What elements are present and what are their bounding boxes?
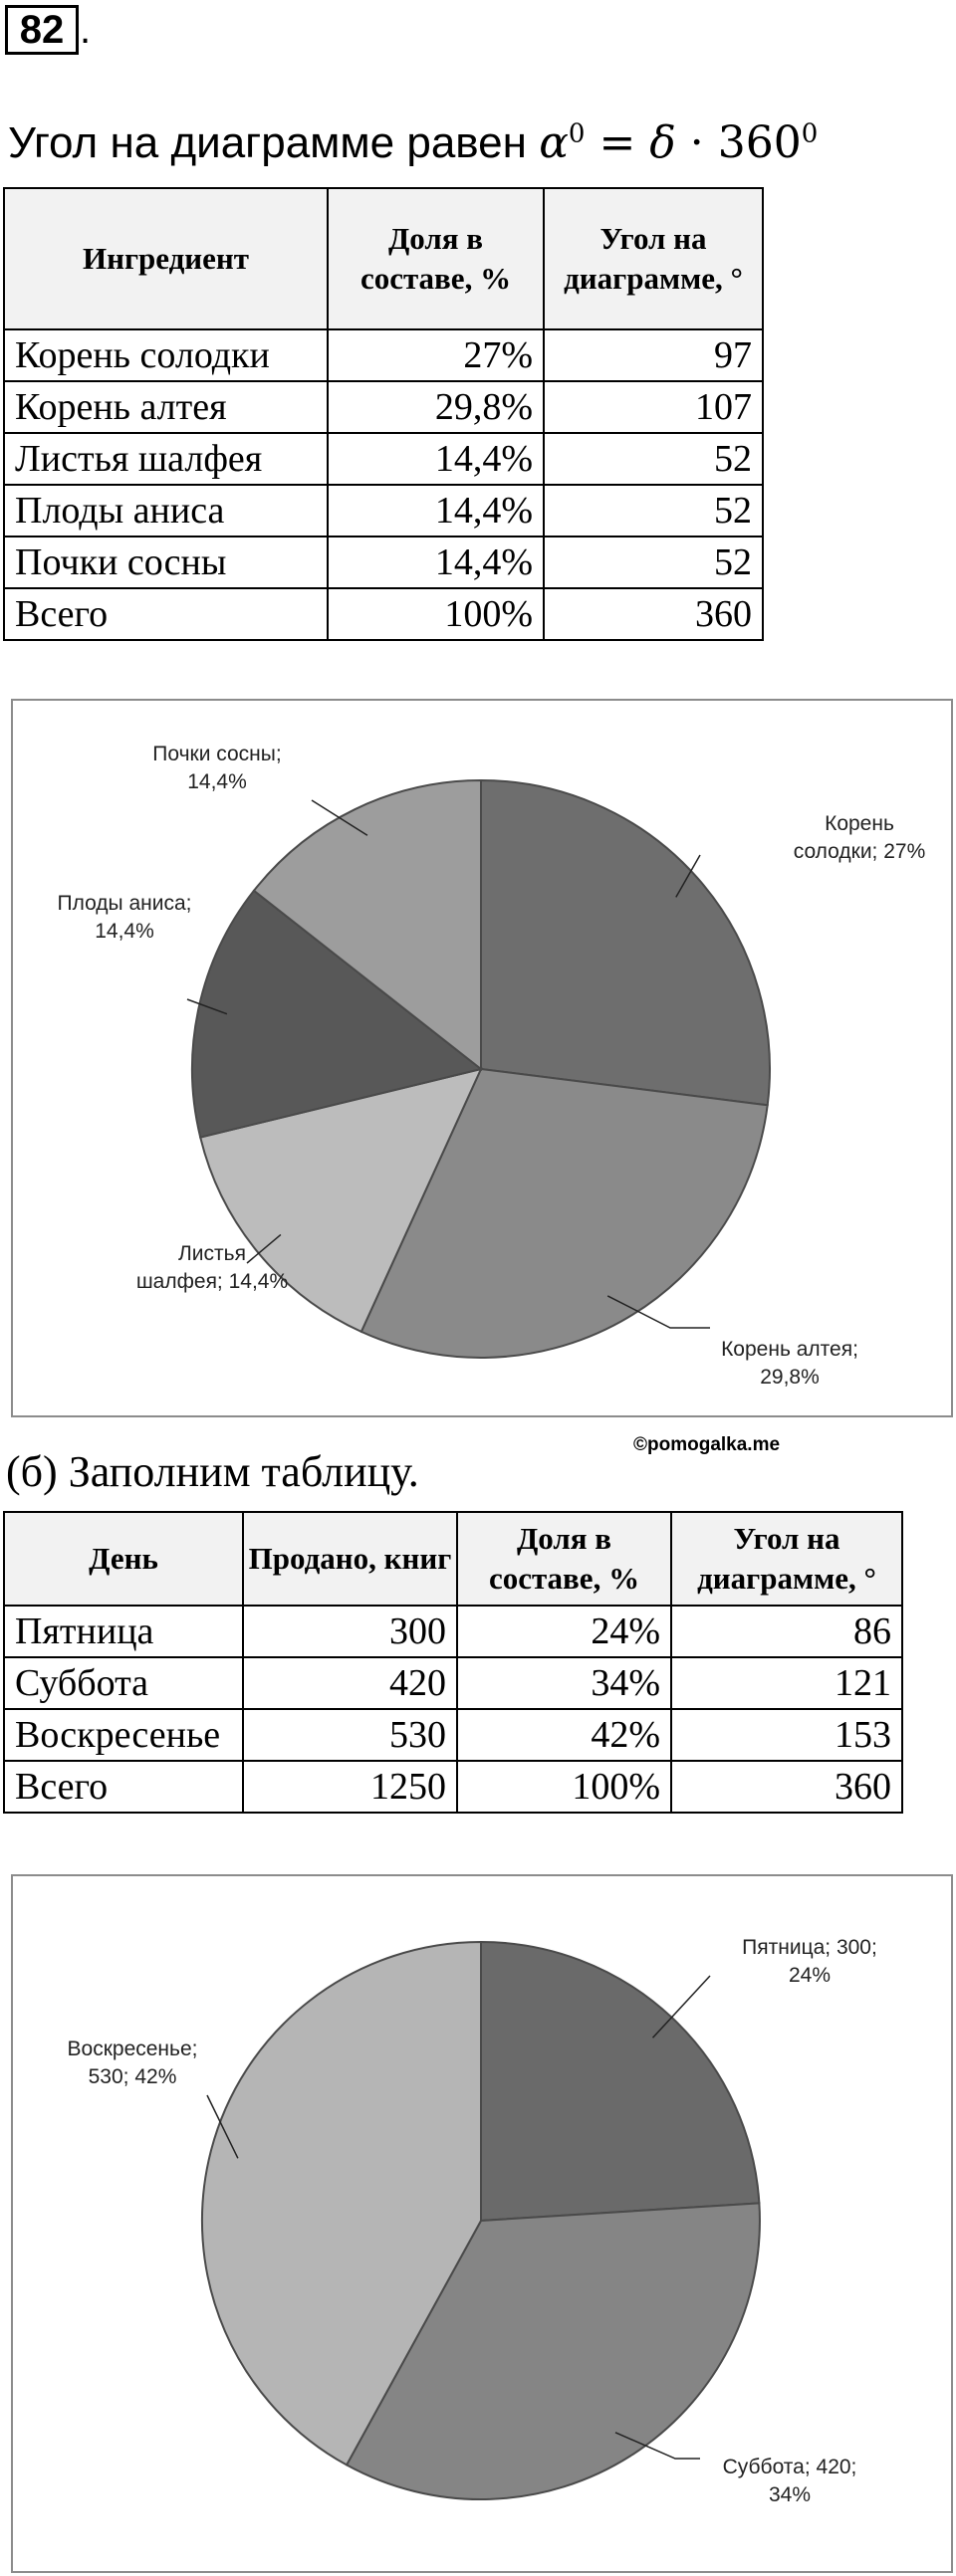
degrees-value: 360 [717,117,802,168]
ingredients-pie-chart [11,699,953,1417]
cell-ingredient: Почки сосны [4,537,328,588]
table-row [4,1657,902,1709]
formula-heading [8,117,818,168]
cell-angle: 360 [671,1761,902,1813]
data-label-воскресенье: Воскресенье; 530; 42% [67,2038,198,2088]
cell-angle: 153 [671,1709,902,1761]
books-table [3,1511,903,1814]
cell-ingredient: Плоды аниса [4,485,328,537]
delta-symbol: δ [649,117,676,168]
table-total-row [4,588,763,640]
cell-angle: 52 [544,433,763,485]
cell-share: 24% [457,1606,671,1657]
data-label-корень-солодки: Корень солодки; 27% [793,812,926,863]
data-label-корень-алтея: Корень алтея; 29,8% [721,1338,858,1389]
header-ingredient: Ингредиент [4,188,328,329]
pie-slice-пятница [481,1942,759,2221]
cell-angle: 360 [544,588,763,640]
header-share: Доля в составе, % [328,188,544,329]
table-row [4,1709,902,1761]
cell-angle: 121 [671,1657,902,1709]
table-row [4,329,763,381]
cell-sold: 1250 [243,1761,457,1813]
header-angle: Угол на диаграмме, ° [671,1512,902,1606]
table-total-row [4,1761,902,1813]
cell-sold: 530 [243,1709,457,1761]
alpha-exponent: 0 [568,118,586,149]
table-header-row [4,188,763,329]
header-day: День [4,1512,243,1606]
cell-angle: 97 [544,329,763,381]
cell-ingredient: Листья шалфея [4,433,328,485]
heading-text: Угол на диаграмме равен [8,118,540,167]
cell-share: 14,4% [328,537,544,588]
cell-day: Суббота [4,1657,243,1709]
watermark: ©pomogalka.me [633,1434,781,1455]
books-pie-chart [11,1874,953,2573]
cell-angle: 107 [544,381,763,433]
cell-ingredient: Всего [4,588,328,640]
cell-sold: 300 [243,1606,457,1657]
data-label-листья-шалфея: Листья шалфея; 14,4% [135,1242,289,1293]
cell-angle: 86 [671,1606,902,1657]
cell-share: 14,4% [328,485,544,537]
cell-angle: 52 [544,537,763,588]
cell-share: 29,8% [328,381,544,433]
cell-ingredient: Корень алтея [4,381,328,433]
header-sold: Продано, книг [243,1512,457,1606]
cell-ingredient: Корень солодки [4,329,328,381]
table-row [4,381,763,433]
header-angle: Угол на диаграмме, ° [544,188,763,329]
books-pie-svg [13,1876,951,2571]
cell-angle: 52 [544,485,763,537]
cell-day: Пятница [4,1606,243,1657]
cell-share: 14,4% [328,433,544,485]
cell-share: 100% [457,1761,671,1813]
cell-day: Всего [4,1761,243,1813]
table-row [4,433,763,485]
data-label-почки-сосны: Почки сосны; 14,4% [152,743,282,793]
cell-sold: 420 [243,1657,457,1709]
cell-share: 34% [457,1657,671,1709]
table-row [4,485,763,537]
problem-number: 82 [5,5,79,55]
data-label-суббота: Суббота; 420; 34% [722,2456,857,2506]
problem-number-dot: . [80,8,92,52]
alpha-symbol: α [539,117,569,168]
degrees-exponent: 0 [801,118,819,149]
section-b-heading: (б) Заполним таблицу. [6,1447,419,1496]
data-label-плоды-аниса: Плоды аниса; 14,4% [57,892,192,943]
equals-sign: = [585,117,650,168]
table-header-row [4,1512,902,1606]
ingredients-pie-svg [13,701,951,1415]
cell-share: 100% [328,588,544,640]
ingredients-table [3,187,764,641]
table-row [4,537,763,588]
cell-share: 42% [457,1709,671,1761]
cell-day: Воскресенье [4,1709,243,1761]
cell-share: 27% [328,329,544,381]
multiply-dot: · [675,117,718,168]
header-share: Доля в составе, % [457,1512,671,1606]
table-row [4,1606,902,1657]
pie-slice-корень-солодки [481,780,770,1105]
data-label-пятница: Пятница; 300; 24% [742,1936,877,1987]
